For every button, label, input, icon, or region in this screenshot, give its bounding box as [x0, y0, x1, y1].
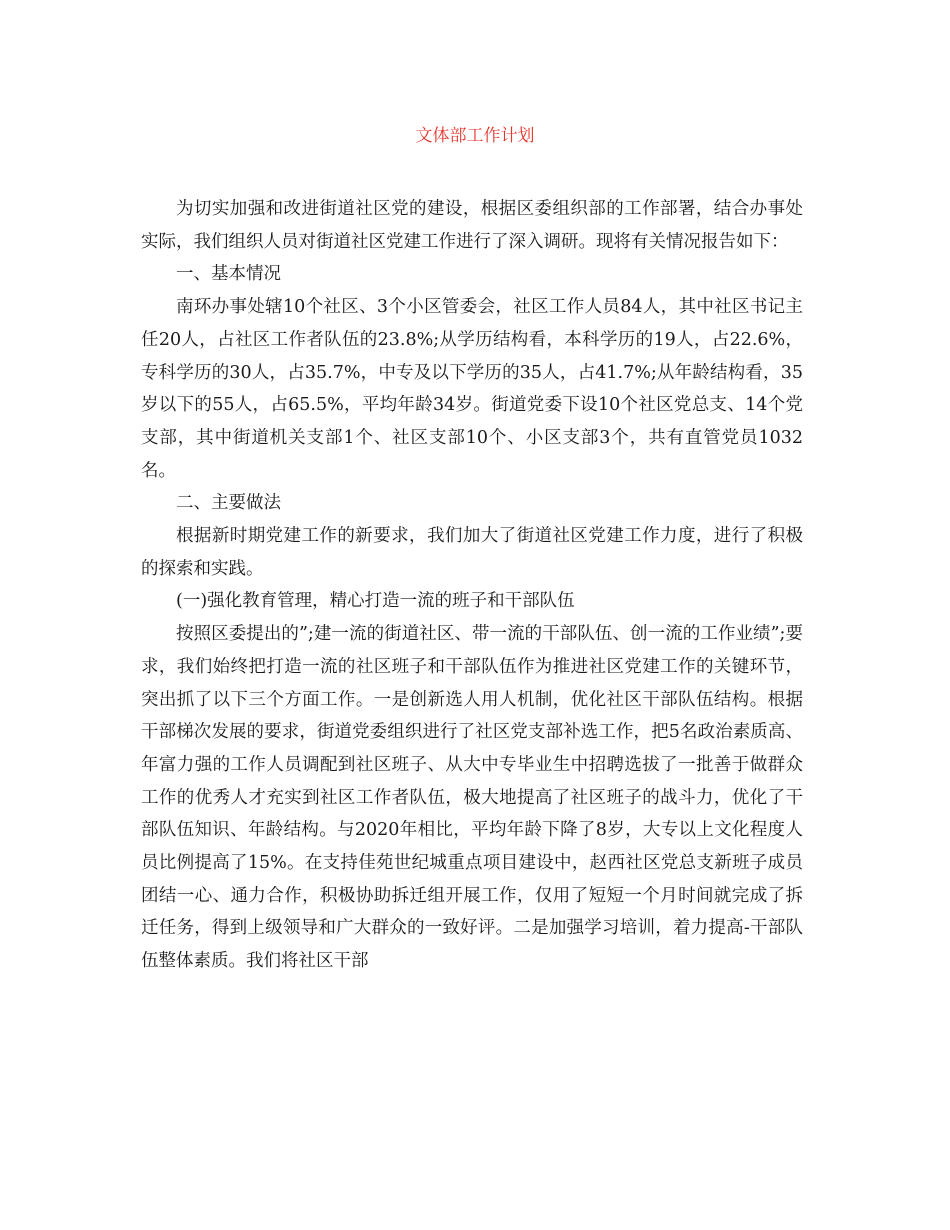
paragraph-basic-situation: 南环办事处辖10个社区、3个小区管委会，社区工作人员84人，其中社区书记主任20人，占社区工作者队伍的23.8%;从学历结构看，本科学历的19人，占22.6%，专科学历的30人，占35.7%，中专及以下学历的35人，占41.7%;从年龄结构看，35岁以下的55人，占65.5%，平均年龄34岁。街道党委下设10个社区党总支、14个党支部，其中街道机关支部1个、社区支部10个、小区支部3个，共有直管党员1032名。 [141, 297, 803, 481]
paragraph-methods-intro: 根据新时期党建工作的新要求，我们加大了街道社区党建工作力度，进行了积极的探索和实践。 [141, 526, 803, 579]
section-heading-methods: 二、主要做法 [176, 493, 281, 514]
paragraph-subsection-1: 按照区委提出的”;建一流的街道社区、带一流的干部队伍、创一流的工作业绩”;要求，我们始终把打造一流的社区班子和干部队伍作为推进社区党建工作的关键环节，突出抓了以下三个方面工作。一是创新选人用人机制，优化社区干部队伍结构。根据干部梯次发展的要求，街道党委组织进行了社区党支部补选工作，把5名政治素质高、年富力强的工作人员调配到社区班子、从大中专毕业生中招聘选拔了一批善于做群众工作的优秀人才充实到社区工作者队伍，极大地提高了社区班子的战斗力，优化了干部队伍知识、年龄结构。与2020年相比，平均年龄下降了8岁，大专以上文化程度人员比例提高了15%。在支持佳苑世纪城重点项目建设中，赵西社区党总支新班子成员团结一心、通力合作，积极协助拆迁组开展工作，仅用了短短一个月时间就完成了拆迁任务，得到上级领导和广大群众的一致好评。二是加强学习培训，着力提高-干部队伍整体素质。我们将社区干部 [141, 624, 803, 972]
paragraph-intro: 为切实加强和改进街道社区党的建设，根据区委组织部的工作部署，结合办事处实际，我们组织人员对街道社区党建工作进行了深入调研。现将有关情况报告如下： [141, 199, 803, 252]
document-title: 文体部工作计划 [415, 126, 535, 146]
section-heading-basic: 一、基本情况 [176, 264, 281, 285]
subsection-heading-1: (一)强化教育管理，精心打造一流的班子和干部队伍 [176, 591, 575, 612]
document-body [141, 193, 803, 978]
